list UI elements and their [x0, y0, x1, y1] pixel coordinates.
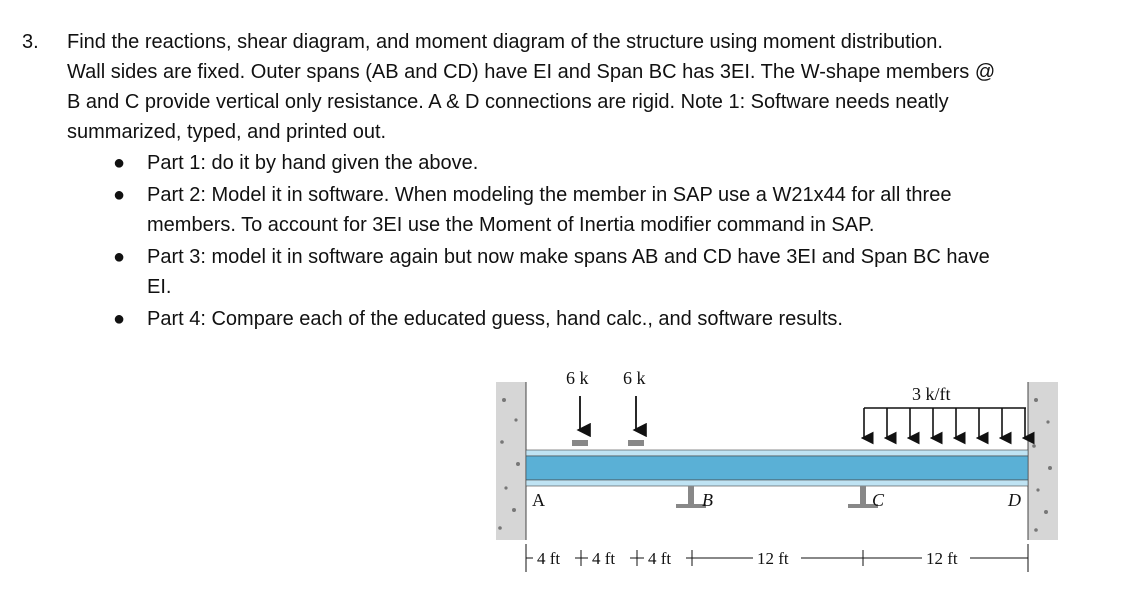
bullet-1-icon: ●: [113, 152, 126, 174]
problem-number: 3.: [22, 31, 39, 53]
bullet-1-line-1: Part 1: do it by hand given the above.: [147, 152, 479, 174]
support-a-label: A: [532, 490, 545, 510]
bullet-3-icon: ●: [113, 246, 126, 268]
problem-line-2: Wall sides are fixed. Outer spans (AB and CD) have EI and Span BC has 3EI. The W-shape members @: [67, 61, 996, 83]
beam-figure: [480, 360, 1060, 594]
problem-line-1: Find the reactions, shear diagram, and moment diagram of the structure using moment distribution.: [67, 31, 943, 53]
bullet-2-line-2: members. To account for 3EI use the Moment of Inertia modifier command in SAP.: [147, 214, 875, 236]
dimension-label-4: 12 ft: [757, 549, 789, 568]
bullet-4-icon: ●: [113, 308, 126, 330]
point-load-2-label: 6 k: [623, 368, 646, 388]
right-wall: [1028, 382, 1058, 540]
dimension-label-5: 12 ft: [926, 549, 958, 568]
dimension-label-1: 4 ft: [537, 549, 561, 568]
bullet-2-icon: ●: [113, 184, 126, 206]
dimension-label-3: 4 ft: [648, 549, 672, 568]
support-c-label: C: [872, 490, 885, 510]
support-d-label: D: [1008, 490, 1021, 510]
bullet-2-line-1: Part 2: Model it in software. When modeling the member in SAP use a W21x44 for all three: [147, 184, 952, 206]
bullet-3-line-2: EI.: [147, 276, 172, 298]
point-load-2: [628, 396, 644, 446]
left-wall: [496, 382, 526, 540]
bullet-3-line-1: Part 3: model it in software again but now make spans AB and CD have 3EI and Span BC have: [147, 246, 990, 268]
point-load-1-label: 6 k: [566, 368, 589, 388]
support-b-label: B: [702, 490, 713, 510]
beam: [526, 450, 1028, 486]
dimension-label-2: 4 ft: [592, 549, 616, 568]
distributed-load-label: 3 k/ft: [912, 384, 951, 404]
point-load-1: [572, 396, 588, 446]
distributed-load: [864, 408, 1026, 438]
problem-line-4: summarized, typed, and printed out.: [67, 121, 387, 143]
beam-diagram: [480, 360, 1060, 594]
bullet-4-line-1: Part 4: Compare each of the educated guess, hand calc., and software results.: [147, 308, 843, 330]
problem-line-3: B and C provide vertical only resistance. A & D connections are rigid. Note 1: Software needs neatly: [67, 91, 949, 113]
